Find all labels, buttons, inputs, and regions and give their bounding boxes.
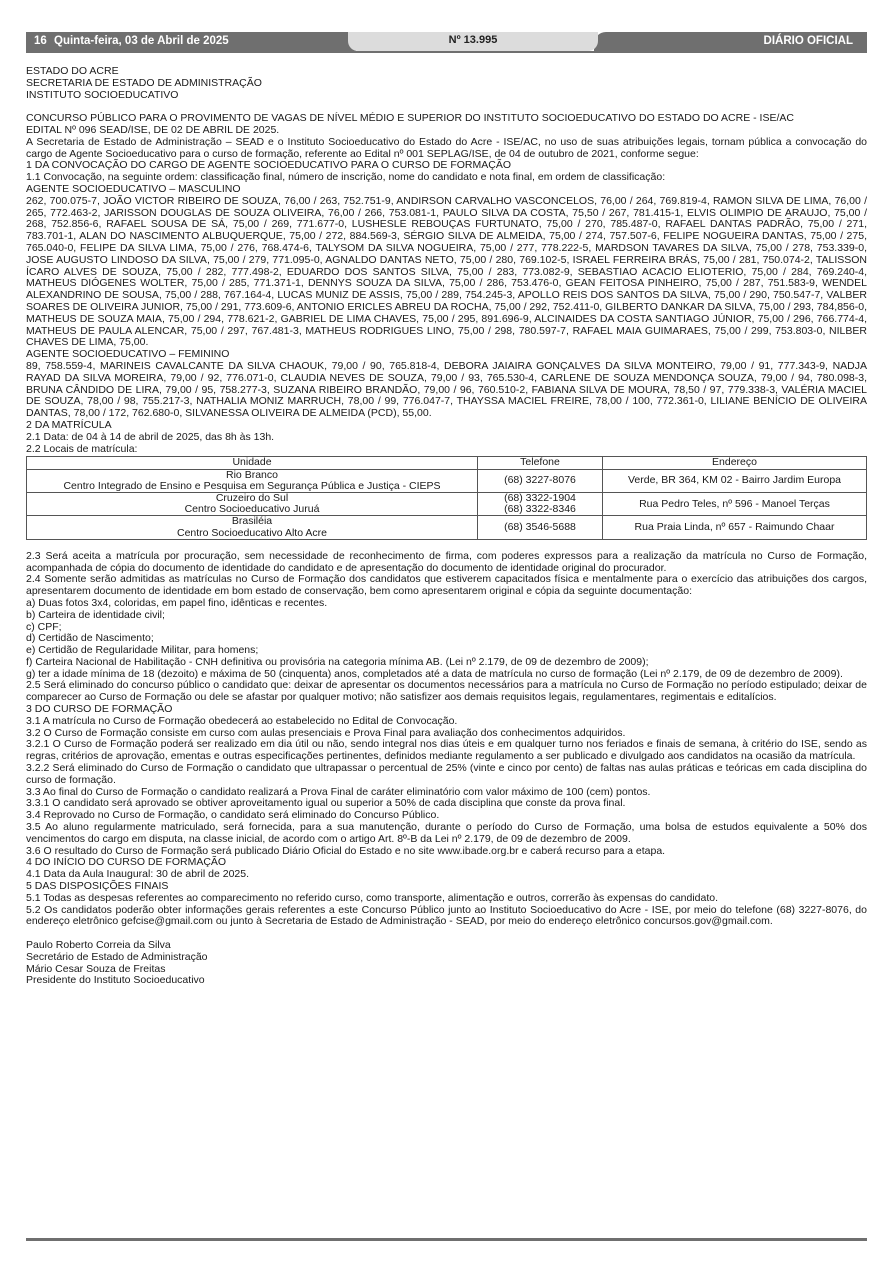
address-cell: Verde, BR 364, KM 02 - Bairro Jardim Europa — [603, 469, 867, 492]
document-item: c) CPF; — [26, 620, 62, 633]
edital-number: EDITAL Nº 096 SEAD/ISE, DE 02 DE ABRIL DE 2025. — [26, 123, 280, 136]
list-heading: AGENTE SOCIOEDUCATIVO – MASCULINO — [26, 182, 241, 195]
female-candidate-list: 89, 758.559-4, MARINEIS CAVALCANTE DA SILVA CHAOUK, 79,00 / 90, 765.818-4, DEBORA JAIAIRA GONÇALVES DA SILVA MONTEIRO, 79,00 / 91, 777.343-9, NADJA RAYAD DA SILVA MOREIRA, 79,00 / 92, 776.071-0, CLAUDIA NEVES DE SOUZA, 79,00 / 93, 765.530-4, CARLENE DE SOUZA MENDONÇA SOUZA, 79,00 / 94, 780.098-3, BRUNA CÂNDIDO DE LIRA, 79,00 / 95, 758.277-3, SUZANA RIBEIRO BRANDÃO, 79,00 / 96, 760.510-2, FABIANA SILVA DE MOURA, 78,50 / 97, 779.338-3, VALÉRIA MACIEL DE SOUZA, 78,00 / 98, 755.217-3, NATHALIA MONIZ MARRUCH, 78,00 / 99, 776.047-7, THAYSSA MACIEL FREIRE, 78,00 / 100, 772.361-0, LILIANE BENÍCIO DE OLIVEIRA DANTAS, 78,00 / 172, 762.680-0, SILVANESSA OLIVEIRA DE ALMEIDA (PCD), 55,00. — [26, 359, 867, 420]
paragraph: 3.5 Ao aluno regularmente matriculado, será fornecida, para a sua manutenção, durante o período do Curso de Formação, uma bolsa de estudos equivalente a 50% dos vencimentos do cargo em disputa, na classe inicial, de acordo com o artigo Art. 8º-B da Lei nº 2.179, de 09 de dezembro de 2009. — [26, 821, 867, 845]
signature-name: Mário Cesar Souza de Freitas — [26, 962, 166, 975]
unit-cell — [27, 516, 478, 539]
document-item: f) Carteira Nacional de Habilitação - CNH definitiva ou provisória na categoria mínima AB. (Lei nº 2.179, de 09 de dezembro de 2009); — [26, 655, 649, 668]
section-heading: 4 DO INÍCIO DO CURSO DE FORMAÇÃO — [26, 856, 227, 869]
unit-name: Centro Socioeducativo Alto Acre — [176, 526, 327, 539]
section-heading: 2 DA MATRÍCULA — [26, 418, 112, 431]
paragraph: 2.5 Será eliminado do concurso público o candidato que: deixar de apresentar os documentos necessários para a matrícula no Curso de Formação no período estipulado; deixar de comparecer ao Curso de Formação ou dele se afastar por qualquer motivo; não satisfizer aos demais requisitos legais, regulamentares, regimentais e editalícios. — [26, 679, 867, 704]
org-line: ESTADO DO ACRE — [26, 65, 119, 77]
paragraph: 1.1 Convocação, na seguinte ordem: classificação final, número de inscrição, nome do candidato e nota final, em ordem de classificação: — [26, 171, 666, 184]
paragraph: 5.2 Os candidatos poderão obter informações gerais referentes a este Concurso Público junto ao Instituto Socioeducativo do Acre - ISE, por meio do telefone (68) 3227-8076, do endereço eletrônico gefcise@gmail.com ou junto à Secretaria de Estado de Administração - SEAD, por meio do endereço eletrônico concursos.gov@gmail.com. — [26, 903, 867, 928]
paragraph: 3.3.1 O candidato será aprovado se obtiver aproveitamento igual ou superior a 50% de cada disciplina que conste da prova final. — [26, 797, 626, 810]
section-heading: 1 DA CONVOCAÇÃO DO CARGO DE AGENTE SOCIOEDUCATIVO PARA O CURSO DE FORMAÇÃO — [26, 159, 512, 172]
paragraph: 2.1 Data: de 04 à 14 de abril de 2025, das 8h às 13h. — [26, 430, 275, 443]
address-cell: Rua Pedro Teles, nº 596 - Manoel Terças — [603, 492, 867, 515]
paragraph: 3.1 A matrícula no Curso de Formação obedecerá ao estabelecido no Edital de Convocação. — [26, 714, 458, 727]
paragraph: 4.1 Data da Aula Inaugural: 30 de abril de 2025. — [26, 868, 250, 881]
paragraph: 3.4 Reprovado no Curso de Formação, o candidato será eliminado do Concurso Público. — [26, 809, 440, 822]
unit-city: Cruzeiro do Sul — [215, 491, 289, 504]
enrollment-locations-table — [26, 456, 867, 539]
header-rule — [26, 51, 867, 53]
page-number: 16 — [34, 35, 47, 47]
unit-name: Centro Socioeducativo Juruá — [184, 503, 320, 516]
notice-intro: A Secretaria de Estado de Administração – SEAD e o Instituto Socioeducativo do Estado do Acre - ISE/AC, no uso de suas atribuições legais, tornam pública a convocação do cargo de Agente Socioeducativo para o curso de formação, referente ao Edital nº 001 SEPLAG/ISE, de 04 de outubro de 2021, conforme segue: — [26, 135, 867, 160]
document-item: a) Duas fotos 3x4, coloridas, em papel fino, idênticas e recentes. — [26, 596, 328, 609]
phone-number: (68) 3322-8346 — [504, 503, 576, 516]
phone-cell: (68) 3227-8076 — [478, 469, 603, 492]
column-header: Unidade — [27, 457, 478, 469]
paragraph: 3.3 Ao final do Curso de Formação o candidato realizará a Prova Final de caráter eliminatório com valor máximo de 100 (cem) pontos. — [26, 785, 651, 798]
document-item: d) Certidão de Nascimento; — [26, 632, 154, 645]
signature-name: Paulo Roberto Correia da Silva — [26, 939, 171, 952]
table-header-row — [27, 457, 867, 469]
paragraph: 2.3 Será aceita a matrícula por procuração, sem necessidade de reconhecimento de firma, com poderes expressos para a realização da matrícula no Curso de Formação, acompanhada de cópia do documento de identidade do candidato e de apresentação do documento de identidade original do procurador. — [26, 549, 867, 574]
document-body — [26, 66, 867, 987]
column-header: Telefone — [478, 457, 603, 469]
issue-date: Quinta-feira, 03 de Abril de 2025 — [54, 35, 229, 47]
paragraph: 3.6 O resultado do Curso de Formação será publicado Diário Oficial do Estado e no site www.ibade.org.br e caberá recurso para a etapa. — [26, 844, 666, 857]
page-header — [26, 32, 867, 51]
male-candidate-list: 262, 700.075-7, JOÃO VICTOR RIBEIRO DE SOUZA, 76,00 / 263, 752.751-9, ANDIRSON CARVALHO VASCONCELOS, 76,00 / 264, 769.819-4, RAMON SILVA DE LIMA, 76,00 / 265, 772.463-2, JARISSON DOUGLAS DE SOUZA OLIVEIRA, 76,00 / 266, 753.081-1, PAULO SILVA DA COSTA, 75,50 / 267, 781.415-1, ELVIS OLIMPIO DE ARAUJO, 75,00 / 268, 752.856-6, RAFAEL SOUSA DE SÁ, 75,00 / 269, 771.677-0, LUSHESLE REBOUÇAS FURTUNATO, 75,00 / 270, 785.487-0, RAFAEL DANTAS PADRÃO, 75,00 / 271, 783.701-1, ALAN DO NASCIMENTO ALBUQUERQUE, 75,00 / 272, 884.569-3, SÉRGIO SILVA DE ALMEIDA, 75,00 / 274, 757.507-6, FELIPE NOGUEIRA DANTAS, 75,00 / 275, 765.040-0, FELIPE DA SILVA LIMA, 75,00 / 276, 768.474-6, TALYSOM DA SILVA NOGUEIRA, 75,00 / 277, 778.222-5, MARDSON TAVARES DA SILVA, 75,00 / 278, 753.339-0, JOSE AUGUSTO LINDOSO DA SILVA, 75,00 / 279, 771.095-0, AGNALDO DANTAS NETO, 75,00 / 280, 769.102-5, ISRAEL FERREIRA BRÁS, 75,00 / 281, 750.074-2, TALISSON ÍCARO ALVES DE SOUZA, 75,00 / 282, 777.498-2, EDUARDO DOS SANTOS SILVA, 75,00 / 283, 773.082-9, SEBASTIAO ACACIO ELIOTERIO, 75,00 / 284, 769.240-4, MATHEUS DIÓGENES WOLTER, 75,00 / 285, 771.371-1, DENNYS SOUZA DA SILVA, 75,00 / 286, 753.476-0, GEAN FEITOSA PINHEIRO, 75,00 / 287, 751.583-9, WENDEL ALEXANDRINO DE SOUSA, 75,00 / 288, 767.164-4, LUCAS MUNIZ DE ASSIS, 75,00 / 289, 754.245-3, APOLLO REIS DOS SANTOS DA SILVA, 75,00 / 290, 750.547-7, VALBER SOARES DE OLIVEIRA JUNIOR, 75,00 / 291, 773.609-6, ANTONIO ERICLES ABREU DA ROCHA, 75,00 / 292, 752.411-0, GILBERTO DANKAR DA SILVA, 75,00 / 293, 784,856-0, MATHEUS DE SOUZA MAIA, 75,00 / 294, 778.621-2, GABRIEL DE LIMA CHAVES, 75,00 / 295, 891.696-9, ALCINAIDES DA COSTA SANTIAGO JÚNIOR, 75,00 / 296, 766.774-4, MATHEUS DE PAULA ALENCAR, 75,00 / 297, 767.481-3, MATHEUS RODRIGUES LINO, 75,00 / 298, 780.597-7, RAFAEL MAIA GUIMARAES, 75,00 / 299, 753.803-0, NILBER CHAVES DE LIMA, 75,00. — [26, 194, 867, 349]
unit-cell — [27, 469, 478, 492]
unit-name: Centro Integrado de Ensino e Pesquisa em Segurança Pública e Justiça - CIEPS — [63, 479, 441, 492]
header-left — [26, 32, 356, 51]
phone-cell — [478, 492, 603, 515]
unit-city: Brasiléia — [231, 515, 273, 528]
phone-number: (68) 3322-1904 — [504, 491, 576, 504]
column-header: Endereço — [603, 457, 867, 469]
paragraph: 2.2 Locais de matrícula: — [26, 442, 138, 455]
org-line: INSTITUTO SOCIOEDUCATIVO — [26, 88, 179, 101]
document-item: g) ter a idade mínima de 18 (dezoito) e máxima de 50 (cinquenta) anos, completados até a data de matrícula no curso de formação (Lei nº 2.179, de 09 de dezembro de 2009). — [26, 667, 843, 680]
unit-cell — [27, 492, 478, 515]
paragraph: 3.2.1 O Curso de Formação poderá ser realizado em dia útil ou não, sendo integral nos dias úteis e em qualquer turno nos feriados e finais de semana, à critério do ISE, sendo as regras, critérios de aprovação, ementas e outras especificações pertinentes, definidos mediante regulamento a ser publicado e divulgado aos candidatos na ocasião da matrícula. — [26, 738, 867, 763]
table-row — [27, 469, 867, 492]
section-heading: 5 DAS DISPOSIÇÕES FINAIS — [26, 880, 169, 893]
publication-name: DIÁRIO OFICIAL — [594, 32, 867, 51]
org-line: SECRETARIA DE ESTADO DE ADMINISTRAÇÃO — [26, 76, 262, 89]
signature-title: Secretário de Estado de Administração — [26, 950, 208, 963]
paragraph: 5.1 Todas as despesas referentes ao comparecimento no referido curso, como transporte, alimentação e outros, correrão às expensas do candidato. — [26, 891, 719, 904]
footer-rule — [26, 1238, 867, 1241]
paragraph: 2.4 Somente serão admitidas as matrículas no Curso de Formação dos candidatos que estiverem capacitados física e mentalmente para o exercício das atribuições dos cargos, apresentarem documento de identidade em bom estado de conservação, bem como apresentarem original e cópia da seguinte documentação: — [26, 573, 867, 598]
address-cell: Rua Praia Linda, nº 657 - Raimundo Chaar — [603, 516, 867, 539]
unit-city: Rio Branco — [226, 468, 278, 481]
phone-cell: (68) 3546-5688 — [478, 516, 603, 539]
notice-title: CONCURSO PÚBLICO PARA O PROVIMENTO DE VAGAS DE NÍVEL MÉDIO E SUPERIOR DO INSTITUTO SOCIOEDUCATIVO DO ESTADO DO ACRE - ISE/AC — [26, 112, 794, 125]
issue-number: Nº 13.995 — [348, 32, 598, 51]
list-heading: AGENTE SOCIOEDUCATIVO – FEMININO — [26, 348, 230, 361]
table-row — [27, 516, 867, 539]
table-row — [27, 492, 867, 515]
page — [26, 32, 867, 987]
section-heading: 3 DO CURSO DE FORMAÇÃO — [26, 703, 173, 716]
signature-title: Presidente do Instituto Socioeducativo — [26, 974, 205, 987]
document-item: e) Certidão de Regularidade Militar, para homens; — [26, 644, 259, 657]
paragraph: 3.2.2 Será eliminado do Curso de Formação o candidato que ultrapassar o percentual de 25% (vinte e cinco por cento) de faltas nas aulas práticas e teóricas em cada disciplina do curso de formação. — [26, 762, 867, 786]
paragraph: 3.2 O Curso de Formação consiste em curso com aulas presenciais e Prova Final para avaliação dos conhecimentos adquiridos. — [26, 726, 626, 739]
document-item: b) Carteira de identidade civil; — [26, 608, 165, 621]
